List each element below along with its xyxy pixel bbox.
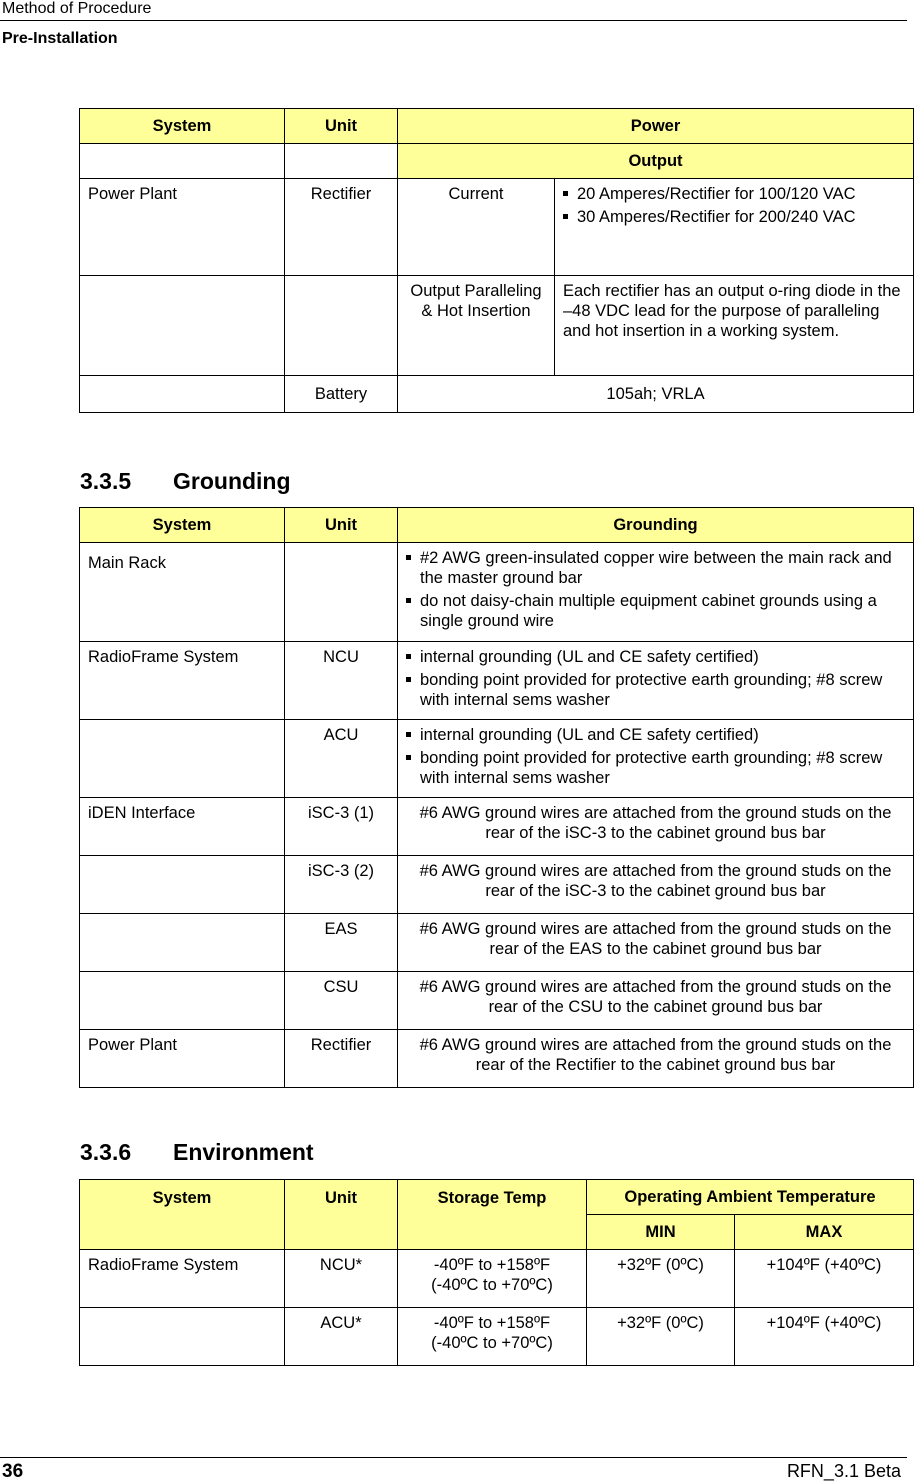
table-row <box>80 914 914 972</box>
cell-param: Output Paralleling & Hot Insertion <box>398 276 555 376</box>
cell-unit <box>285 276 398 376</box>
cell-value <box>555 179 914 276</box>
cell-unit: iSC-3 (2) <box>285 856 398 914</box>
cell-unit: ACU <box>285 720 398 798</box>
section-title: Environment <box>173 1139 314 1165</box>
cell-min: +32ºF (0ºC) <box>587 1308 735 1366</box>
col-header-system: System <box>80 1180 285 1250</box>
cell-grounding <box>398 543 914 642</box>
bullet-item: bonding point provided for protective earth grounding; #8 screw with internal sems washer <box>406 670 905 710</box>
grounding-header-row <box>80 508 914 543</box>
col-header-unit: Unit <box>285 1180 398 1250</box>
cell-unit: Battery <box>285 376 398 413</box>
section-heading-grounding <box>80 468 291 495</box>
col-header-power: Power <box>398 109 914 144</box>
cell-grounding: #6 AWG ground wires are attached from the ground studs on the rear of the EAS to the cabinet ground bus bar <box>398 914 914 972</box>
cell-system <box>80 276 285 376</box>
table-row <box>80 1030 914 1088</box>
cell-unit: CSU <box>285 972 398 1030</box>
section-name: Pre-Installation <box>2 30 118 47</box>
cell-system: RadioFrame System <box>80 1250 285 1308</box>
table-row <box>80 376 914 413</box>
cell-grounding: #6 AWG ground wires are attached from the ground studs on the rear of the iSC-3 to the cabinet ground bus bar <box>398 798 914 856</box>
table-row <box>80 1250 914 1308</box>
bullet-item: internal grounding (UL and CE safety certified) <box>406 725 905 745</box>
cell-value: Each rectifier has an output o-ring diode in the –48 VDC lead for the purpose of paralleling and hot insertion in a working system. <box>555 276 914 376</box>
empty-cell <box>285 144 398 179</box>
cell-value: 105ah; VRLA <box>398 376 914 413</box>
cell-unit <box>285 543 398 642</box>
cell-system: Power Plant <box>80 179 285 276</box>
footer-rule <box>0 1457 907 1458</box>
cell-unit: NCU* <box>285 1250 398 1308</box>
cell-system <box>80 856 285 914</box>
cell-max: +104ºF (+40ºC) <box>735 1308 914 1366</box>
cell-unit: NCU <box>285 642 398 720</box>
page-number: 36 <box>2 1461 24 1482</box>
cell-unit: iSC-3 (1) <box>285 798 398 856</box>
col-header-grounding: Grounding <box>398 508 914 543</box>
storage-temp-c: (-40ºC to +70ºC) <box>431 1276 553 1294</box>
document-id: RFN_3.1 Beta <box>786 1461 901 1481</box>
col-header-min: MIN <box>587 1215 735 1250</box>
bullet-item: internal grounding (UL and CE safety certified) <box>406 647 905 667</box>
cell-system <box>80 914 285 972</box>
cell-grounding: #6 AWG ground wires are attached from the ground studs on the rear of the iSC-3 to the cabinet ground bus bar <box>398 856 914 914</box>
col-header-storage-temp: Storage Temp <box>398 1180 587 1250</box>
bullet-item: do not daisy-chain multiple equipment cabinet grounds using a single ground wire <box>406 591 905 631</box>
cell-system: RadioFrame System <box>80 642 285 720</box>
bullet-item: bonding point provided for protective earth grounding; #8 screw with internal sems washer <box>406 748 905 788</box>
cell-system <box>80 1308 285 1366</box>
cell-system: Main Rack <box>80 543 285 642</box>
cell-storage-temp <box>398 1250 587 1308</box>
section-number: 3.3.6 <box>80 1139 132 1165</box>
cell-system: iDEN Interface <box>80 798 285 856</box>
cell-storage-temp <box>398 1308 587 1366</box>
empty-cell <box>80 144 285 179</box>
cell-system: Power Plant <box>80 1030 285 1088</box>
col-header-unit: Unit <box>285 109 398 144</box>
cell-grounding: #6 AWG ground wires are attached from the ground studs on the rear of the CSU to the cabinet ground bus bar <box>398 972 914 1030</box>
cell-grounding: #6 AWG ground wires are attached from the ground studs on the rear of the Rectifier to the cabinet ground bus bar <box>398 1030 914 1088</box>
table-row <box>80 856 914 914</box>
cell-system <box>80 376 285 413</box>
cell-unit: Rectifier <box>285 1030 398 1088</box>
cell-system <box>80 972 285 1030</box>
power-header-row <box>80 109 914 144</box>
storage-temp-c: (-40ºC to +70ºC) <box>431 1334 553 1352</box>
power-subheader-row <box>80 144 914 179</box>
header-rule <box>0 20 907 21</box>
storage-temp-f: -40ºF to +158ºF <box>433 1256 551 1274</box>
table-row <box>80 276 914 376</box>
table-row <box>80 798 914 856</box>
table-row <box>80 720 914 798</box>
environment-table <box>79 1179 914 1366</box>
cell-unit: ACU* <box>285 1308 398 1366</box>
table-row <box>80 642 914 720</box>
col-header-system: System <box>80 109 285 144</box>
grounding-table <box>79 507 914 1088</box>
col-header-output: Output <box>398 144 914 179</box>
section-heading-environment <box>80 1139 314 1166</box>
section-title: Grounding <box>173 468 291 494</box>
cell-grounding <box>398 642 914 720</box>
col-header-operating-temp: Operating Ambient Temperature <box>587 1180 914 1215</box>
power-table <box>79 108 914 413</box>
cell-unit: Rectifier <box>285 179 398 276</box>
bullet-item: 30 Amperes/Rectifier for 200/240 VAC <box>563 207 905 227</box>
cell-system <box>80 720 285 798</box>
table-row <box>80 543 914 642</box>
table-row <box>80 1308 914 1366</box>
bullet-item: 20 Amperes/Rectifier for 100/120 VAC <box>563 184 905 204</box>
environment-header-row <box>80 1180 914 1215</box>
cell-max: +104ºF (+40ºC) <box>735 1250 914 1308</box>
table-row <box>80 972 914 1030</box>
storage-temp-f: -40ºF to +158ºF <box>433 1314 551 1332</box>
section-number: 3.3.5 <box>80 468 132 494</box>
cell-unit: EAS <box>285 914 398 972</box>
col-header-system: System <box>80 508 285 543</box>
col-header-unit: Unit <box>285 508 398 543</box>
col-header-max: MAX <box>735 1215 914 1250</box>
document-title: Method of Procedure <box>2 0 152 17</box>
cell-param: Current <box>398 179 555 276</box>
cell-min: +32ºF (0ºC) <box>587 1250 735 1308</box>
bullet-item: #2 AWG green-insulated copper wire between the main rack and the master ground bar <box>406 548 905 588</box>
table-row <box>80 179 914 276</box>
cell-grounding <box>398 720 914 798</box>
